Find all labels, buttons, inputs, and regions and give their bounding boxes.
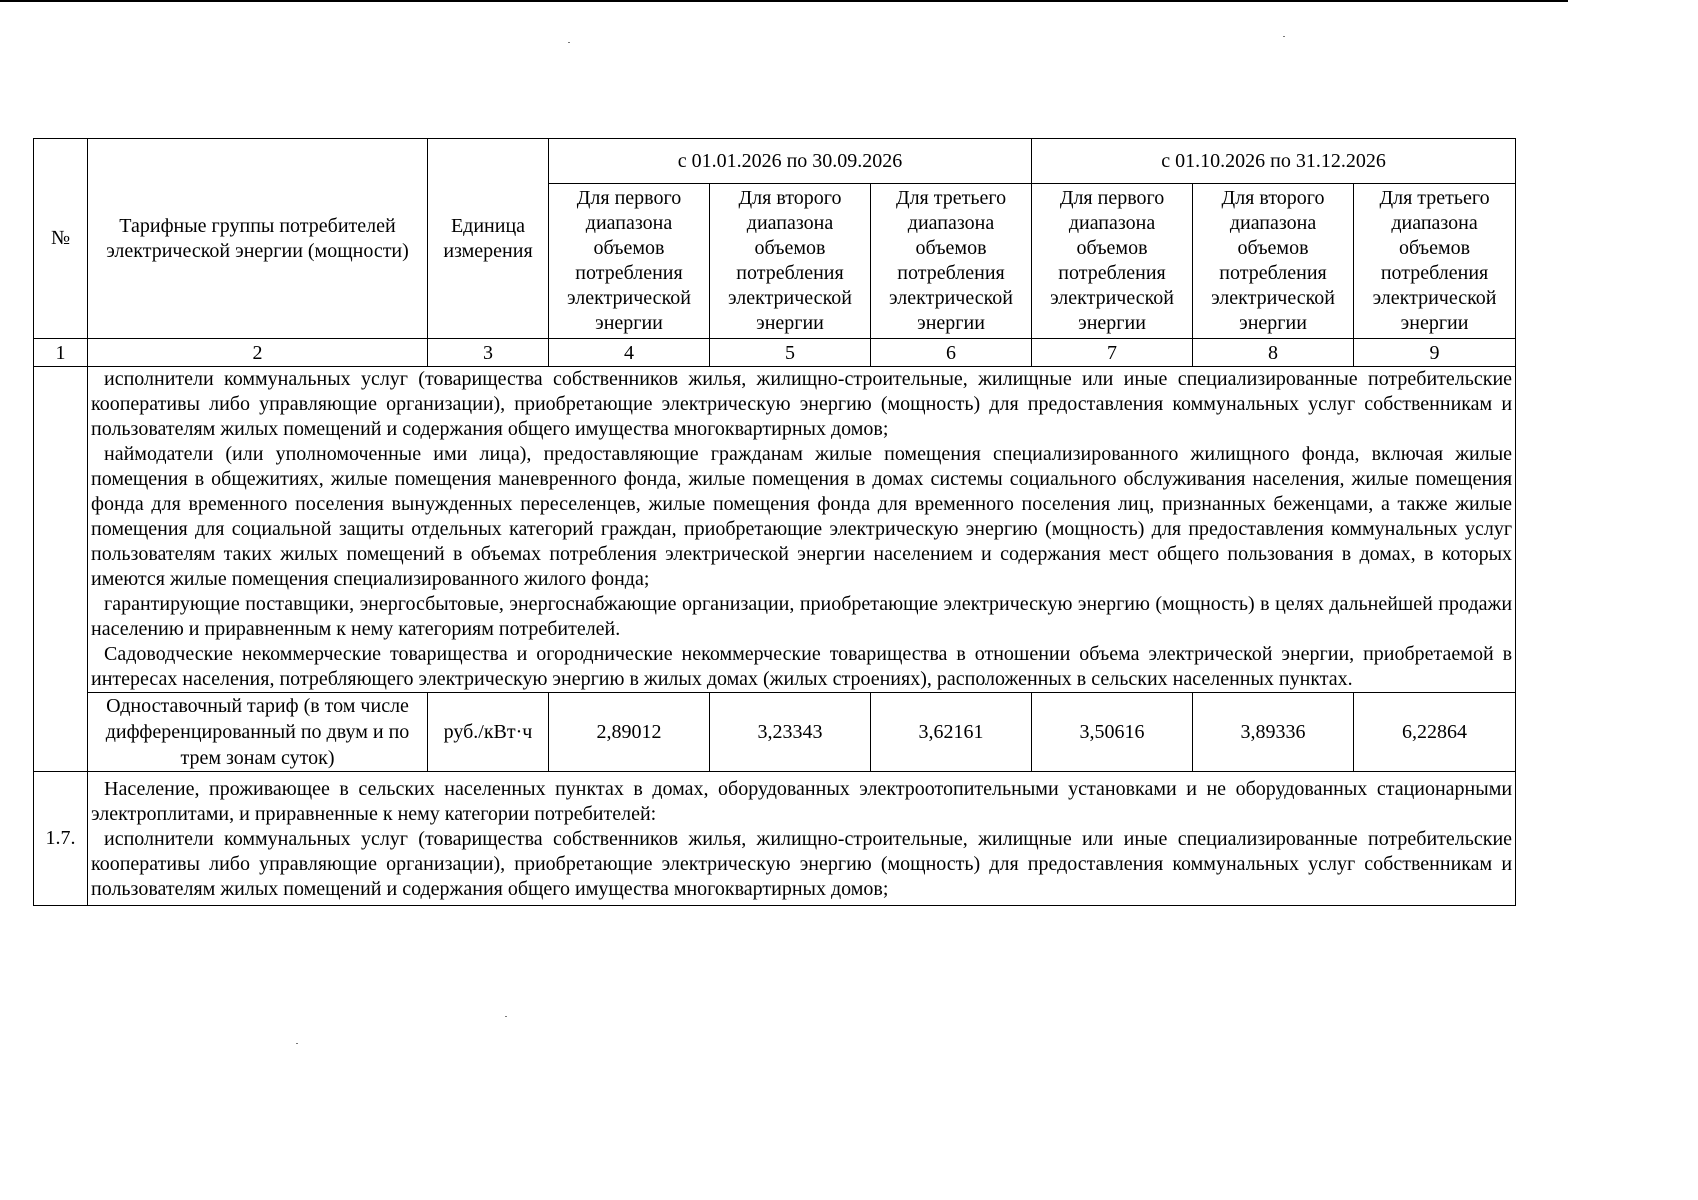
column-number: 5 bbox=[710, 339, 871, 367]
section-description bbox=[88, 367, 1516, 693]
column-number: 6 bbox=[871, 339, 1032, 367]
header-period-1: с 01.01.2026 по 30.09.2026 bbox=[549, 139, 1032, 184]
header-range-2-second: Для второго диапазона объемов потребления электрической энергии bbox=[1193, 184, 1354, 339]
scan-speck bbox=[296, 1043, 298, 1044]
scan-speck bbox=[505, 1016, 507, 1017]
header-range-1-third: Для третьего диапазона объемов потребления электрической энергии bbox=[871, 184, 1032, 339]
column-number: 2 bbox=[88, 339, 428, 367]
scan-speck bbox=[1283, 36, 1285, 37]
scan-top-edge bbox=[0, 0, 1568, 2]
header-range-2-first: Для первого диапазона объемов потребления электрической энергии bbox=[1032, 184, 1193, 339]
column-number: 7 bbox=[1032, 339, 1193, 367]
section-text-row bbox=[34, 367, 1516, 693]
tariff-value: 3,50616 bbox=[1032, 693, 1193, 772]
column-number: 1 bbox=[34, 339, 88, 367]
header-range-1-first: Для первого диапазона объемов потребления электрической энергии bbox=[549, 184, 710, 339]
paragraph-communal-services: исполнители коммунальных услуг (товарищества собственников жилья, жилищно-строительные, жилищные или иные специализированные потребительские кооперативы либо управляющие организации), приобретающие электрическую энергию (мощность) для предоставления коммунальных услуг собственникам и пользователям жилых помещений и содержания общего имущества многоквартирных домов; bbox=[91, 828, 1513, 900]
column-number: 4 bbox=[549, 339, 710, 367]
tariff-value: 2,89012 bbox=[549, 693, 710, 772]
tariff-value: 6,22864 bbox=[1354, 693, 1516, 772]
header-range-1-second: Для второго диапазона объемов потребления электрической энергии bbox=[710, 184, 871, 339]
paragraph-communal-services: исполнители коммунальных услуг (товарищества собственников жилья, жилищно-строительные, жилищные или иные специализированные потребительские кооперативы либо управляющие организации), приобретающие электрическую энергию (мощность) для предоставления коммунальных услуг собственникам и пользователям жилых помещений и содержания общего имущества многоквартирных домов; bbox=[91, 368, 1513, 440]
paragraph-garden-partnerships: Садоводческие некоммерческие товарищества и огороднические некоммерческие товарищества в отношении объема электрической энергии, приобретаемой в интересах населения, потребляющего электрическую энергию в жилых домах (жилых строениях), расположенных в сельских населенных пунктах. bbox=[91, 643, 1513, 690]
header-period-2: с 01.10.2026 по 31.12.2026 bbox=[1032, 139, 1516, 184]
header-row-periods bbox=[34, 139, 1516, 184]
tariff-unit: руб./кВт·ч bbox=[428, 693, 549, 772]
section-number-empty bbox=[34, 367, 88, 772]
column-number: 9 bbox=[1354, 339, 1516, 367]
paragraph-rural-population: Население, проживающее в сельских населенных пунктах в домах, оборудованных электроотопительными установками и не оборудованных стационарными электроплитами, и приравненные к нему категории потребителей: bbox=[91, 778, 1513, 825]
column-number: 3 bbox=[428, 339, 549, 367]
tariff-value: 3,89336 bbox=[1193, 693, 1354, 772]
tariff-value: 3,23343 bbox=[710, 693, 871, 772]
header-number: № bbox=[34, 139, 88, 339]
row-1-7-description bbox=[88, 772, 1516, 906]
header-tariff-groups: Тарифные группы потребителей электрической энергии (мощности) bbox=[88, 139, 428, 339]
paragraph-landlords: наймодатели (или уполномоченные ими лица), предоставляющие гражданам жилые помещения специализированного жилищного фонда, включая жилые помещения в общежитиях, жилые помещения маневренного фонда, жилые помещения в домах системы социального обслуживания населения, жилые помещения фонда для временного поселения вынужденных переселенцев, жилые помещения фонда для временного поселения лиц, признанных беженцами, а также жилые помещения для социальной защиты отдельных категорий граждан, приобретающие электрическую энергию (мощность) для предоставления коммунальных услуг пользователям таких жилых помещений в объемах потребления электрической энергии населением и содержания мест общего пользования в домах, в которых имеются жилые помещения специализированного жилого фонда; bbox=[91, 443, 1513, 590]
tariff-value: 3,62161 bbox=[871, 693, 1032, 772]
tariff-name: Одноставочный тариф (в том числе дифференцированный по двум и по трем зонам суток) bbox=[88, 693, 428, 772]
tariff-table bbox=[33, 138, 1516, 906]
paragraph-suppliers: гарантирующие поставщики, энергосбытовые, энергоснабжающие организации, приобретающие электрическую энергию (мощность) в целях дальнейшей продажи населению и приравненным к нему категориям потребителей. bbox=[91, 593, 1513, 640]
row-number: 1.7. bbox=[34, 772, 88, 906]
scan-speck bbox=[568, 42, 570, 43]
header-unit: Единица измерения bbox=[428, 139, 549, 339]
row-1-7 bbox=[34, 772, 1516, 906]
header-range-2-third: Для третьего диапазона объемов потребления электрической энергии bbox=[1354, 184, 1516, 339]
tariff-row bbox=[34, 693, 1516, 772]
column-number: 8 bbox=[1193, 339, 1354, 367]
column-number-row bbox=[34, 339, 1516, 367]
